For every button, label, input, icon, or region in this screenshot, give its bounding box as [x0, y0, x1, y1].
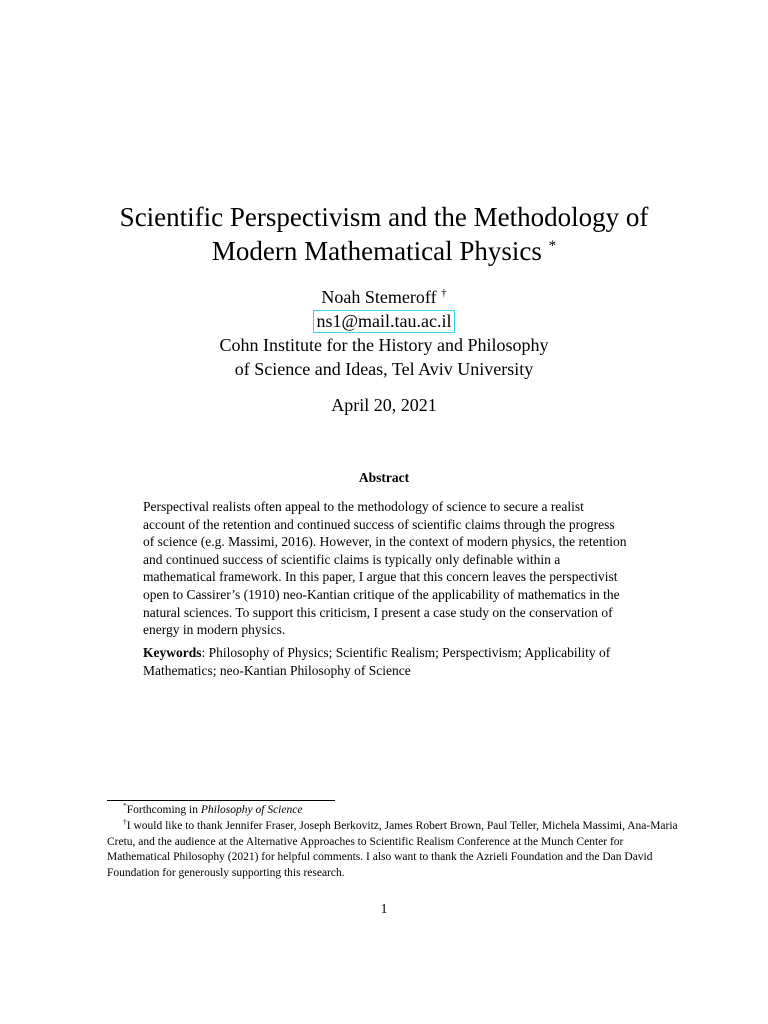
email-line [60, 309, 708, 333]
footnote-1-prefix: Forthcoming in [126, 804, 201, 816]
footnote-2-text: I would like to thank Jennifer Fraser, Joseph Berkovitz, James Robert Brown, Paul Teller, Michela Massimi, Ana-Maria Cretu, and the audience at the Alternative Approaches to Scientific Realism Conference at the Munch Center for Mathematical Philosophy (2021) for helpful comments. I also want to thank the Azrieli Foundation and the Dan David Foundation for generously supporting this research. [107, 819, 678, 880]
affiliation-line-2: of Science and Ideas, Tel Aviv University [234, 359, 534, 379]
author-block [60, 285, 708, 381]
footnote-1-journal: Philosophy of Science [200, 804, 303, 816]
keywords-label: Keywords [143, 645, 202, 660]
keywords [143, 644, 627, 679]
footnote-1 [107, 803, 679, 819]
footnote-2-mark: † [123, 816, 127, 826]
abstract-heading: Abstract [358, 470, 410, 485]
page-number: 1 [380, 901, 388, 916]
keywords-list: : Philosophy of Physics; Scientific Realism; Perspectivism; Applicability of Mathematics; neo-Kantian Philosophy of Science [143, 645, 611, 678]
author-email-link[interactable]: ns1@mail.tau.ac.il [313, 310, 454, 333]
footnotes [107, 803, 679, 882]
title-line-1: Scientific Perspectivism and the Methodology of [119, 202, 649, 232]
author-footnote-mark[interactable]: † [441, 287, 447, 299]
publication-date: April 20, 2021 [331, 395, 437, 415]
footnote-1-mark: * [123, 801, 127, 811]
footnote-2 [107, 816, 679, 882]
abstract-text: Perspectival realists often appeal to the methodology of science to secure a realist account of the retention and continued success of scientific claims through the progress of science (e.g. Massimi, 2016). However, in the context of modern physics, the retention and continued success of scientific claims is typically only definable within a mathematical framework. In this paper, I argue that this concern leaves the perspectivist open to Cassirer’s (1910) neo-Kantian critique of the applicability of mathematics in the natural sciences. To support this criticism, I present a case study on the conservation of energy in modern physics. [143, 499, 627, 638]
affiliation-line-1: Cohn Institute for the History and Philosophy [219, 335, 549, 355]
footnote-rule [107, 800, 335, 801]
title-line-2: Modern Mathematical Physics [211, 236, 542, 266]
author-name: Noah Stemeroff [321, 287, 437, 307]
author-name-line [60, 285, 708, 309]
title-footnote-mark[interactable]: * [548, 238, 557, 254]
paper-title [60, 200, 708, 268]
